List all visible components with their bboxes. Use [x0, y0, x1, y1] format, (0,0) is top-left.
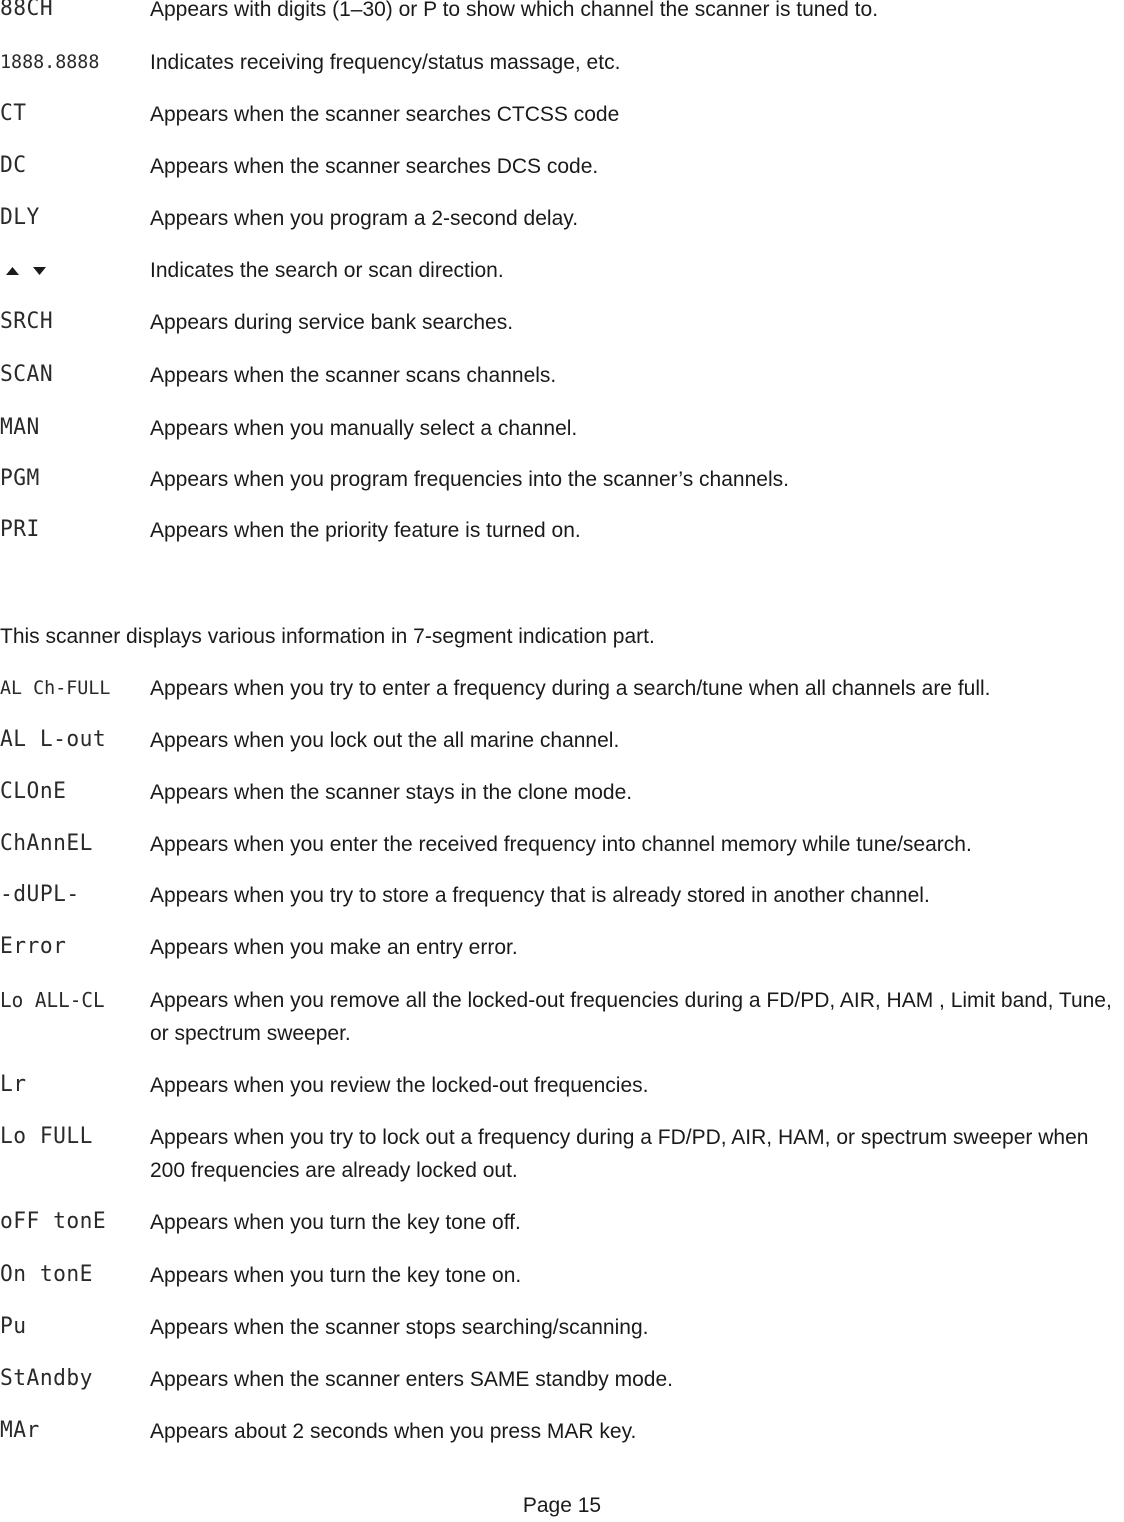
term-description: Appears when you make an entry error. [150, 936, 518, 959]
term-description: Appears with digits (1–30) or P to show which channel the scanner is tuned to. [150, 0, 879, 21]
lcd-term: DC [0, 153, 27, 178]
term-description: Appears when you try to enter a frequency during a search/tune when all channels are full. [150, 677, 991, 700]
term-description: Appears when you review the locked-out frequencies. [150, 1074, 649, 1097]
term-description: Appears when you lock out the all marine channel. [150, 729, 620, 752]
term-description: Indicates the search or scan direction. [150, 259, 504, 282]
lcd-term: 88CH [0, 0, 54, 21]
triangle-down-icon [33, 267, 46, 275]
term-description: Appears when you remove all the locked-out frequencies during a FD/PD, AIR, HAM , Limit band, Tune, or spectrum sweeper. [150, 989, 1112, 1045]
term-description: Appears when the scanner searches DCS code. [150, 155, 599, 178]
section-intro: This scanner displays various information in 7-segment indication part. [0, 625, 655, 648]
term-description: Appears about 2 seconds when you press MAR key. [150, 1420, 637, 1443]
lcd-term: StAndby [0, 1366, 93, 1391]
lcd-term: -dUPL- [0, 882, 80, 907]
lcd-term: SRCH [0, 309, 54, 334]
term-description: Appears when the scanner searches CTCSS code [150, 103, 620, 126]
page-number: Page 15 [522, 1494, 602, 1517]
lcd-term: ChAnnEL [0, 831, 93, 856]
term-description: Appears when you program a 2-second delay. [150, 207, 579, 230]
lcd-term: SCAN [0, 362, 54, 387]
lcd-term: CLOnE [0, 779, 67, 804]
lcd-term: On tonE [0, 1262, 93, 1287]
term-description: Appears when you try to lock out a frequency during a FD/PD, AIR, HAM, or spectrum sweeper when 200 frequencies are already locked out. [150, 1126, 1089, 1182]
term-description: Appears when you turn the key tone on. [150, 1264, 522, 1287]
lcd-term: Lo ALL-CL [0, 988, 105, 1012]
term-description: Appears when you enter the received frequency into channel memory while tune/search. [150, 833, 972, 856]
lcd-term: MAN [0, 415, 40, 440]
lcd-term: oFF tonE [0, 1209, 107, 1234]
term-description: Appears when the scanner scans channels. [150, 364, 557, 387]
term-description: Appears when the scanner stops searching/scanning. [150, 1316, 649, 1339]
term-description: Appears during service bank searches. [150, 311, 514, 334]
direction-arrows [4, 264, 50, 283]
lcd-term: 1888.8888 [0, 51, 100, 73]
term-description: Appears when you turn the key tone off. [150, 1211, 521, 1234]
term-description: Appears when you manually select a channel. [150, 417, 578, 440]
lcd-term: MAr [0, 1418, 40, 1443]
term-description: Indicates receiving frequency/status massage, etc. [150, 51, 621, 74]
lcd-term: CT [0, 101, 27, 126]
lcd-term: PGM [0, 466, 40, 491]
lcd-term: AL L-out [0, 727, 107, 752]
term-description: Appears when the scanner stays in the clone mode. [150, 781, 633, 804]
lcd-term: DLY [0, 205, 40, 230]
term-description: Appears when the priority feature is turned on. [150, 519, 581, 542]
lcd-term: PRI [0, 517, 40, 542]
lcd-term: Pu [0, 1314, 27, 1339]
term-description: Appears when you try to store a frequency that is already stored in another channel. [150, 884, 930, 907]
lcd-term: Error [0, 934, 67, 959]
lcd-term: AL Ch-FULL [0, 677, 111, 699]
term-description: Appears when you program frequencies into the scanner’s channels. [150, 468, 789, 491]
lcd-term: Lr [0, 1072, 27, 1097]
lcd-term: Lo FULL [0, 1124, 93, 1149]
triangle-up-icon [6, 267, 19, 275]
term-description: Appears when the scanner enters SAME standby mode. [150, 1368, 673, 1391]
